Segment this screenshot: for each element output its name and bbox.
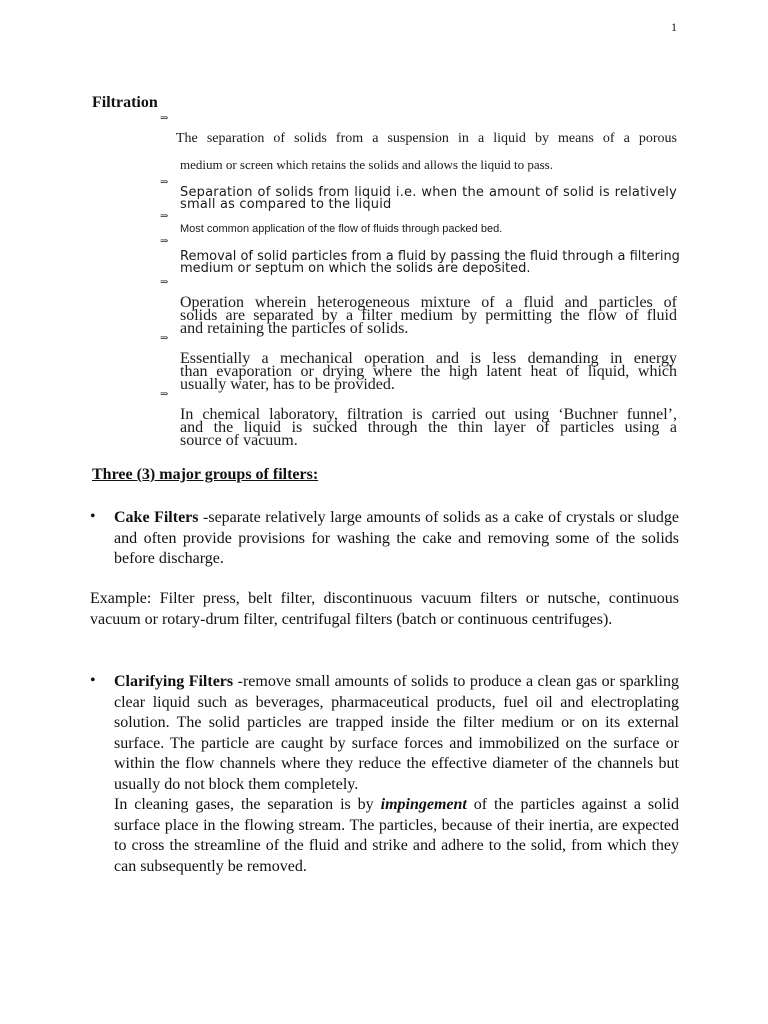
definition-item [180,296,677,335]
arrow-bullet-icon: ⇒ [160,211,169,222]
bullet-dot-icon: • [90,508,96,525]
definition-line: Essentially a mechanical operation and is less demanding in energy [180,350,677,367]
definition-line: and retaining the particles of solids. [180,320,409,337]
clarifying-filters-term: Clarifying Filters [114,673,234,690]
definition-line: medium or screen which retains the solids and allows the liquid to pass. [180,157,553,172]
gases-text-before: In cleaning gases, the separation is by [114,796,381,813]
bullet-dot-icon: • [90,672,96,689]
definition-line: source of vacuum. [180,432,298,449]
section-heading: Three (3) major groups of filters: [92,466,319,483]
definition-item [176,126,677,178]
arrow-bullet-icon: ⇒ [160,177,169,188]
arrow-bullet-icon: ⇒ [160,333,169,344]
page-number: 1 [671,20,677,34]
definition-line: Most common application of the flow of fluids through packed bed. [180,223,503,235]
definition-line: small as compared to the liquid [180,197,392,212]
arrow-bullet-icon: ⇒ [160,113,169,124]
definition-line: The separation of solids from a suspension in a liquid by means of a porous [176,131,677,146]
clarifying-filters-text: -remove small amounts of solids to produce a clean gas or sparkling clear liquid such as beverages, pharmaceutical products, fuel oil and electroplating solution. The solid particles are trapped inside the filter medium or on its external surface. The particle are caught by surface forces and immobilized on the surface or within the flow channels where they reduce the effective diameter of the channels but usually do not block them completely. [114,673,680,793]
definition-line: Separation of solids from liquid i.e. when the amount of solid is relatively [180,185,677,200]
impingement-term: impingement [380,796,467,813]
definition-item [180,352,677,391]
definition-line: and the liquid is sucked through the thin layer of particles using a [180,419,677,436]
definition-line: Operation wherein heterogeneous mixture of a fluid and particles of [180,294,677,311]
gases-text-after: of the particles against a solid surface place in the flowing stream. The particles, because of their inertia, are expected to cross the streamline of the fluid and strike and adhere to the solid, from which they can subsequently be removed. [114,796,680,875]
definition-line: medium or septum on which the solids are deposited. [180,261,531,276]
cake-filters-paragraph [114,508,679,570]
definition-item [180,187,677,211]
definition-item [180,408,677,447]
cake-filters-term: Cake Filters [114,509,199,526]
definition-line: Removal of solid particles from a fluid by passing the fluid through a filtering [180,249,680,264]
clarifying-filters-paragraph [114,672,679,795]
definition-line: solids are separated by a filter medium by permitting the flow of fluid [180,307,677,324]
arrow-bullet-icon: ⇒ [160,236,169,247]
definition-item [180,249,680,276]
definition-line: usually water, has to be provided. [180,376,395,393]
definition-item [180,223,677,236]
example-paragraph: Example: Filter press, belt filter, discontinuous vacuum filters or nutsche, continuous vacuum or rotary-drum filter, centrifugal filters (batch or continuous centrifuges). [90,590,679,628]
arrow-bullet-icon: ⇒ [160,389,169,400]
definition-line: than evaporation or drying where the high latent heat of liquid, which [180,363,677,380]
section-title: Filtration [92,94,158,111]
clarifying-filters-gases-paragraph [114,795,679,877]
definition-line: In chemical laboratory, filtration is carried out using ‘Buchner funnel’, [180,406,677,423]
cake-filters-text: -separate relatively large amounts of solids as a cake of crystals or sludge and often provide provisions for washing the cake and removing some of the solids before discharge. [114,509,679,567]
arrow-bullet-icon: ⇒ [160,277,169,288]
